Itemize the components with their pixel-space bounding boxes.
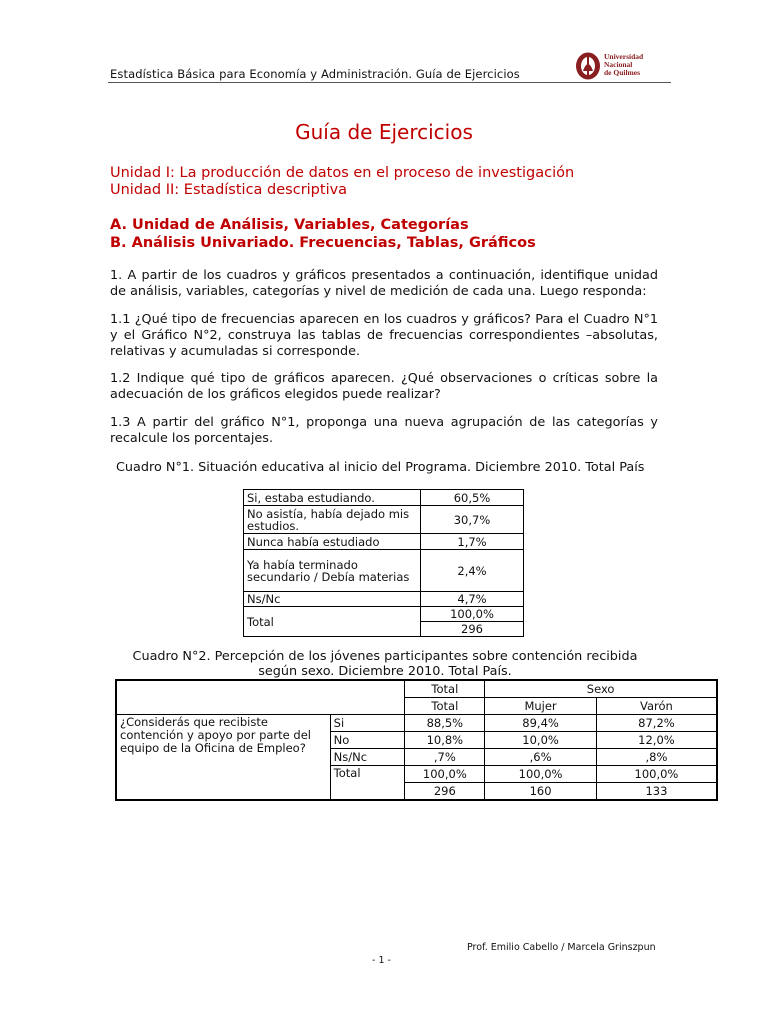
row-label: Ns/Nc	[330, 749, 405, 766]
running-header: Estadística Básica para Economía y Administración. Guía de Ejercicios	[110, 67, 520, 81]
table-cell-total-label: Total	[244, 607, 421, 637]
table-cell-value: 4,7%	[421, 592, 524, 607]
subheader-total: Total	[405, 698, 485, 715]
exercise-paragraph: 1.3 A partir del gráfico N°1, proponga una nueva agrupación de las categorías y recalcule los porcentajes.	[110, 415, 658, 446]
cell-varon: 87,2%	[596, 715, 717, 732]
cuadro1-caption: Cuadro N°1. Situación educativa al inicio del Programa. Diciembre 2010. Total País	[116, 460, 645, 475]
subheader-varon: Varón	[596, 698, 717, 715]
table-cell-label: Ya había terminado secundario / Debía materias	[244, 550, 421, 592]
logo-wordmark	[604, 53, 643, 76]
cell-mujer: 100,0%	[485, 766, 597, 783]
cell-varon: 100,0%	[596, 766, 717, 783]
cell-n-total: 296	[405, 783, 485, 801]
exercise-paragraph: 1.2 Indique qué tipo de gráficos aparecen. ¿Qué observaciones o críticas sobre la adecuación de los gráficos elegidos puede realizar?	[110, 371, 658, 402]
header-rule	[108, 82, 671, 83]
cell-n-mujer: 160	[485, 783, 597, 801]
cell-total: ,7%	[405, 749, 485, 766]
logo-line-1: Universidad	[604, 52, 644, 61]
cuadro1-table	[243, 489, 524, 637]
table-cell-total-n: 296	[421, 622, 524, 637]
table-header-row	[116, 680, 717, 698]
cuadro2-caption	[115, 649, 655, 679]
table-row	[244, 506, 524, 534]
table-row	[244, 490, 524, 506]
cell-mujer: 89,4%	[485, 715, 597, 732]
cell-n-varon: 133	[596, 783, 717, 801]
exercise-paragraph: 1.1 ¿Qué tipo de frecuencias aparecen en los cuadros y gráficos? Para el Cuadro N°1 y el Gráfico N°2, construya las tablas de frecuencias correspondientes –absolutas, relativas y acumuladas si corresponde.	[110, 312, 658, 359]
logo-line-2: Nacional	[604, 59, 633, 69]
subheader-mujer: Mujer	[485, 698, 597, 715]
table-cell-total-pct: 100,0%	[421, 607, 524, 622]
table-cell-value: 60,5%	[421, 490, 524, 506]
column-header-total: Total	[405, 680, 485, 698]
section-heading-b: B. Análisis Univariado. Frecuencias, Tablas, Gráficos	[110, 235, 536, 251]
table-cell-label: Ns/Nc	[244, 592, 421, 607]
cuadro2-caption-line-2: según sexo. Diciembre 2010. Total País.	[258, 664, 512, 679]
table-row	[244, 607, 524, 622]
table-cell-label: Si, estaba estudiando.	[244, 490, 421, 506]
unit-heading-2: Unidad II: Estadística descriptiva	[110, 182, 348, 198]
cell-total: 10,8%	[405, 732, 485, 749]
table-cell-label: No asistía, había dejado mis estudios.	[244, 506, 421, 534]
table-row	[244, 550, 524, 592]
university-logo	[574, 51, 672, 81]
page-title: Guía de Ejercicios	[295, 120, 473, 144]
logo-line-3: de Quilmes	[604, 67, 641, 77]
cell-varon: ,8%	[596, 749, 717, 766]
unit-heading-1: Unidad I: La producción de datos en el proceso de investigación	[110, 165, 575, 181]
cell-varon: 12,0%	[596, 732, 717, 749]
logo-emblem-icon	[574, 51, 602, 81]
cuadro2-table	[115, 679, 718, 801]
question-cell: ¿Considerás que recibiste contención y apoyo por parte del equipo de la Oficina de Empleo?	[116, 715, 330, 801]
cell-total: 88,5%	[405, 715, 485, 732]
row-label: Si	[330, 715, 405, 732]
footer-authors: Prof. Emilio Cabello / Marcela Grinszpun	[467, 942, 656, 953]
table-cell-value: 30,7%	[421, 506, 524, 534]
row-label: Total	[330, 766, 405, 801]
cell-mujer: 10,0%	[485, 732, 597, 749]
section-heading-a: A. Unidad de Análisis, Variables, Categorías	[110, 217, 469, 233]
page-number: - 1 -	[372, 955, 391, 966]
table-row	[244, 534, 524, 550]
row-label: No	[330, 732, 405, 749]
cell-total: 100,0%	[405, 766, 485, 783]
table-corner-cell	[116, 680, 405, 715]
exercise-paragraph: 1. A partir de los cuadros y gráficos presentados a continuación, identifique unidad de análisis, variables, categorías y nivel de medición de cada una. Luego responda:	[110, 268, 658, 299]
cell-mujer: ,6%	[485, 749, 597, 766]
table-row	[244, 592, 524, 607]
table-cell-value: 2,4%	[421, 550, 524, 592]
column-header-sexo: Sexo	[485, 680, 717, 698]
table-cell-label: Nunca había estudiado	[244, 534, 421, 550]
table-cell-value: 1,7%	[421, 534, 524, 550]
cuadro2-caption-line-1: Cuadro N°2. Percepción de los jóvenes participantes sobre contención recibida	[132, 649, 638, 664]
table-row	[116, 715, 717, 732]
